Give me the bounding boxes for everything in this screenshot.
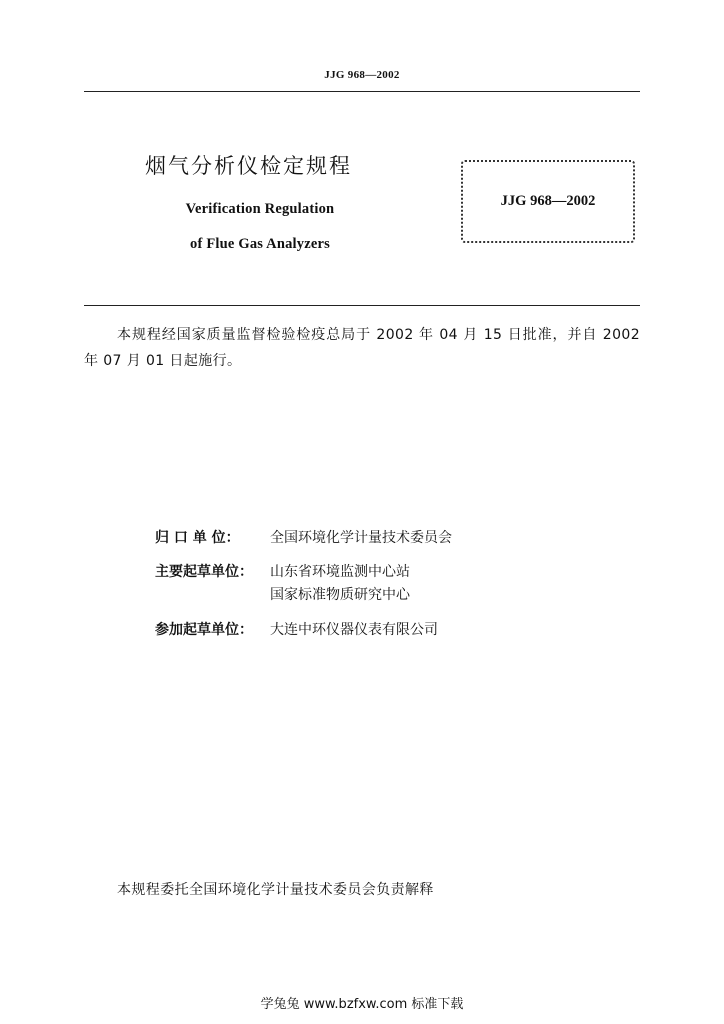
main-drafter-label: 主要起草单位： bbox=[155, 564, 253, 580]
header-standard-code: JJG 968—2002 bbox=[324, 69, 400, 81]
responsible-unit-value: 全国环境化学计量技术委员会 bbox=[270, 530, 452, 546]
approval-statement: 本规程经国家质量监督检验检疫总局于 2002 年 04 月 15 日批准，并自 2002 年 07 月 01 日起施行。 bbox=[84, 327, 640, 369]
main-drafter-row-2 bbox=[155, 584, 410, 604]
middle-rule bbox=[84, 305, 640, 306]
footer-watermark: 学兔兔 www.bzfxw.com 标准下载 bbox=[260, 997, 464, 1012]
standard-code-box-text: JJG 968—2002 bbox=[500, 193, 596, 209]
top-rule bbox=[84, 91, 640, 92]
responsible-unit-label: 归 口 单 位： bbox=[155, 530, 240, 546]
main-drafter-row bbox=[155, 561, 410, 581]
document-title-english-line1: Verification Regulation bbox=[185, 201, 335, 217]
participating-drafter-value: 大连中环仪器仪表有限公司 bbox=[270, 622, 438, 638]
main-drafter-value-2: 国家标准物质研究中心 bbox=[270, 587, 410, 603]
main-drafter-value-1: 山东省环境监测中心站 bbox=[270, 564, 410, 580]
interpretation-statement: 本规程委托全国环境化学计量技术委员会负责解释 bbox=[117, 882, 434, 898]
participating-drafter-label: 参加起草单位： bbox=[155, 622, 253, 638]
participating-drafter-row bbox=[155, 619, 438, 639]
document-title-chinese: 烟气分析仪检定规程 bbox=[145, 154, 352, 178]
document-title-english-line2: of Flue Gas Analyzers bbox=[190, 236, 330, 252]
responsible-unit-row bbox=[155, 527, 452, 547]
